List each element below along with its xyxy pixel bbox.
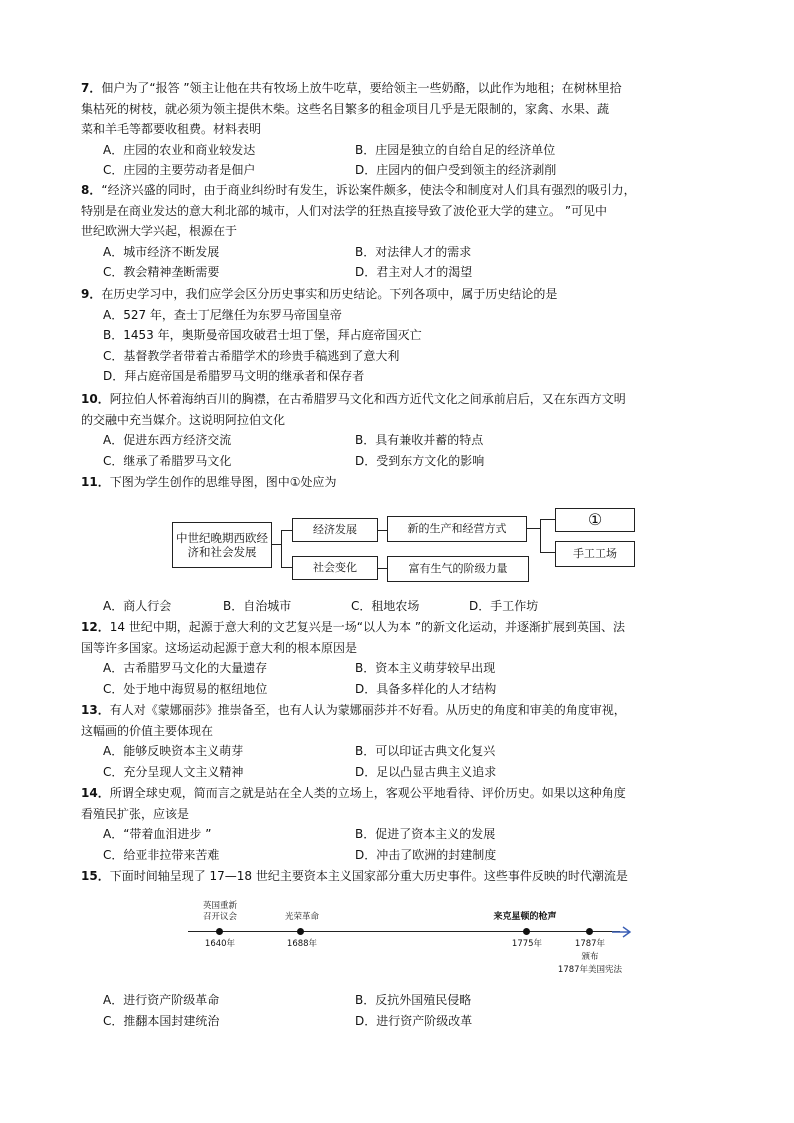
event-2-label: 光荣革命 bbox=[284, 912, 319, 922]
question-7 bbox=[81, 78, 721, 181]
option-d[interactable]: D．受到东方文化的影响 bbox=[355, 453, 485, 468]
option-c[interactable]: C．处于地中海贸易的枢纽地位 bbox=[103, 681, 268, 696]
question-11-line-1: 11．下图为学生创作的思维导图，图中①处应为 bbox=[81, 475, 337, 489]
option-d[interactable]: D．冲击了欧洲的封建制度 bbox=[355, 847, 497, 862]
option-a[interactable]: A．“带着血泪进步 ” bbox=[103, 827, 212, 841]
option-a[interactable]: A．城市经济不断发展 bbox=[103, 244, 220, 259]
connector bbox=[281, 530, 282, 568]
option-c[interactable]: C．教会精神垄断需要 bbox=[103, 265, 220, 279]
option-d[interactable]: D．君主对人才的渴望 bbox=[355, 265, 473, 279]
option-b[interactable]: B．1453 年，奥斯曼帝国攻破君士坦丁堡，拜占庭帝国灭亡 bbox=[103, 328, 422, 342]
option-a[interactable]: A．古希腊罗马文化的大量遗存 bbox=[103, 661, 268, 675]
question-8-options-row-1 bbox=[81, 242, 721, 263]
option-c[interactable]: C．推翻本国封建统治 bbox=[103, 1013, 220, 1028]
option-a[interactable]: A．庄园的农业和商业较发达 bbox=[103, 142, 256, 157]
option-d[interactable]: D．拜占庭帝国是希腊罗马文明的继承者和保存者 bbox=[103, 369, 365, 383]
option-b[interactable]: B．资本主义萌芽较早出现 bbox=[355, 661, 496, 675]
question-14-options-row-2 bbox=[81, 845, 721, 866]
option-a[interactable]: A．527 年，查士丁尼继任为东罗马帝国皇帝 bbox=[103, 307, 342, 322]
mindmap-branch-society: 社会变化 bbox=[292, 556, 378, 580]
question-12-options-row-2 bbox=[81, 679, 721, 700]
question-8-line-1: 8．“经济兴盛的同时，由于商业纠纷时有发生，诉讼案件颇多，使法令和制度对人们具有强烈的吸引力， bbox=[81, 183, 636, 197]
question-11 bbox=[81, 472, 721, 493]
question-8-line-2: 特别是在商业发达的意大利北部的城市，人们对法学的狂热直接导致了波伦亚大学的建立。 ”可见中 bbox=[81, 203, 608, 218]
option-c[interactable]: C．租地农场 bbox=[351, 599, 420, 613]
connector bbox=[527, 528, 541, 529]
question-14-line-1: 14．所谓全球史观，简而言之就是站在全人类的立场上，客观公平地看待、评价历史。如果以这种角度 bbox=[81, 786, 626, 800]
timeline-axis bbox=[188, 931, 620, 932]
option-c[interactable]: C．充分呈现人文主义精神 bbox=[103, 764, 244, 779]
question-8-line-3: 世纪欧洲大学兴起，根源在于 bbox=[81, 224, 238, 238]
question-12-line-1: 12．14 世纪中期，起源于意大利的文艺复兴是一场“以人为本 ”的新文化运动，并逐渐扩展到英国、法 bbox=[81, 620, 626, 634]
event-3-label: 来克星顿的枪声 bbox=[493, 912, 557, 922]
timeline-arrow-icon bbox=[612, 925, 632, 939]
option-d[interactable]: D．手工作坊 bbox=[469, 599, 539, 613]
event-1-label-1: 英国重新 bbox=[202, 901, 237, 911]
question-7-options-row-1 bbox=[81, 140, 721, 161]
mindmap-branch-economy: 经济发展 bbox=[292, 518, 378, 542]
connector bbox=[540, 519, 541, 553]
question-14-options-row-1 bbox=[81, 824, 721, 845]
option-d[interactable]: D．庄园内的佃户受到领主的经济剥削 bbox=[355, 163, 557, 177]
event-2-year: 1688年 bbox=[286, 939, 318, 949]
mindmap-workshop: 手工工场 bbox=[555, 541, 635, 567]
event-1-label-2: 召开议会 bbox=[202, 912, 237, 922]
question-10-options-row-2 bbox=[81, 451, 721, 472]
connector bbox=[540, 552, 556, 553]
question-10 bbox=[81, 389, 721, 471]
question-7-line-3: 菜和羊毛等都要收租费。材料表明 bbox=[81, 122, 262, 136]
event-4-label-2: 1787年美国宪法 bbox=[557, 965, 623, 975]
question-11-options-row bbox=[81, 596, 721, 617]
option-b[interactable]: B．自治城市 bbox=[223, 599, 292, 613]
option-c[interactable]: C．继承了希腊罗马文化 bbox=[103, 453, 232, 468]
question-8-options-row-2 bbox=[81, 262, 721, 283]
question-13-options-row-2 bbox=[81, 762, 721, 783]
option-b[interactable]: B．庄园是独立的自给自足的经济单位 bbox=[355, 142, 556, 157]
question-13 bbox=[81, 700, 721, 782]
question-10-line-1: 10．阿拉伯人怀着海纳百川的胸襟，在古希腊罗马文化和西方近代文化之间承前启后，又在东西方文明 bbox=[81, 392, 626, 406]
event-4-label-1: 颁布 bbox=[581, 952, 599, 962]
option-d[interactable]: D．进行资产阶级改革 bbox=[355, 1013, 473, 1028]
event-1-dot bbox=[216, 928, 223, 935]
question-7-line-2: 集枯死的树枝，就必须为领主提供木柴。这些名目繁多的租金项目几乎是无限制的，家禽、水果、蔬 bbox=[81, 101, 610, 116]
question-14 bbox=[81, 783, 721, 865]
question-10-line-2: 的交融中充当媒介。这说明阿拉伯文化 bbox=[81, 412, 286, 427]
mindmap-root: 中世纪晚期西欧经济和社会发展 bbox=[172, 522, 272, 568]
question-13-line-2: 这幅画的价值主要体现在 bbox=[81, 723, 214, 738]
option-d[interactable]: D．具备多样化的人才结构 bbox=[355, 681, 497, 696]
connector bbox=[540, 519, 556, 520]
question-15-options-row-1 bbox=[81, 990, 721, 1011]
question-15 bbox=[81, 866, 721, 887]
option-a[interactable]: A．促进东西方经济交流 bbox=[103, 433, 232, 447]
event-2-dot bbox=[297, 928, 304, 935]
event-1-year: 1640年 bbox=[204, 939, 236, 949]
option-c[interactable]: C．基督教学者带着古希腊学术的珍贵手稿逃到了意大利 bbox=[103, 348, 400, 363]
option-b[interactable]: B．可以印证古典文化复兴 bbox=[355, 744, 496, 758]
question-10-options-row-1 bbox=[81, 430, 721, 451]
question-9-line-1: 9．在历史学习中，我们应学会区分历史事实和历史结论。下列各项中，属于历史结论的是 bbox=[81, 287, 558, 301]
event-4-year: 1787年 bbox=[574, 939, 606, 949]
question-9 bbox=[81, 284, 721, 387]
option-b[interactable]: B．促进了资本主义的发展 bbox=[355, 827, 496, 841]
question-12 bbox=[81, 617, 721, 699]
question-12-line-2: 国等许多国家。这场运动起源于意大利的根本原因是 bbox=[81, 640, 358, 655]
option-d[interactable]: D．足以凸显古典主义追求 bbox=[355, 764, 497, 779]
question-15-line-1: 15．下面时间轴呈现了 17—18 世纪主要资本主义国家部分重大历史事件。这些事件反映的时代潮流是 bbox=[81, 869, 628, 883]
question-13-options-row-1 bbox=[81, 741, 721, 762]
option-b[interactable]: B．对法律人才的需求 bbox=[355, 244, 472, 259]
mindmap-blank-one: ① bbox=[555, 508, 635, 532]
event-3-year: 1775年 bbox=[511, 939, 543, 949]
option-b[interactable]: B．具有兼收并蓄的特点 bbox=[355, 433, 484, 447]
option-a[interactable]: A．商人行会 bbox=[103, 599, 172, 613]
event-4-dot bbox=[586, 928, 593, 935]
option-a[interactable]: A．进行资产阶级革命 bbox=[103, 993, 220, 1007]
mindmap-new-production: 新的生产和经营方式 bbox=[387, 516, 527, 542]
question-7-options-row-2 bbox=[81, 160, 721, 181]
option-b[interactable]: B．反抗外国殖民侵略 bbox=[355, 993, 472, 1007]
mindmap-class-force: 富有生气的阶级力量 bbox=[387, 556, 529, 582]
question-14-line-2: 看殖民扩张，应该是 bbox=[81, 806, 190, 821]
question-15-options bbox=[81, 990, 721, 1031]
option-c[interactable]: C．庄园的主要劳动者是佃户 bbox=[103, 163, 256, 177]
event-3-dot bbox=[523, 928, 530, 935]
option-a[interactable]: A．能够反映资本主义萌芽 bbox=[103, 744, 244, 758]
question-8 bbox=[81, 180, 721, 283]
question-7-line-1: 7．佃户为了“报答 ”领主让他在共有牧场上放牛吃草，要给领主一些奶酪，以此作为地租；在树林里拾 bbox=[81, 81, 622, 95]
question-12-options-row-1 bbox=[81, 658, 721, 679]
question-13-line-1: 13．有人对《蒙娜丽莎》推崇备至，也有人认为蒙娜丽莎并不好看。从历史的角度和审美的角度审视， bbox=[81, 703, 626, 717]
question-11-options bbox=[81, 596, 721, 617]
question-15-options-row-2 bbox=[81, 1011, 721, 1032]
option-c[interactable]: C．给亚非拉带来苦难 bbox=[103, 847, 220, 862]
